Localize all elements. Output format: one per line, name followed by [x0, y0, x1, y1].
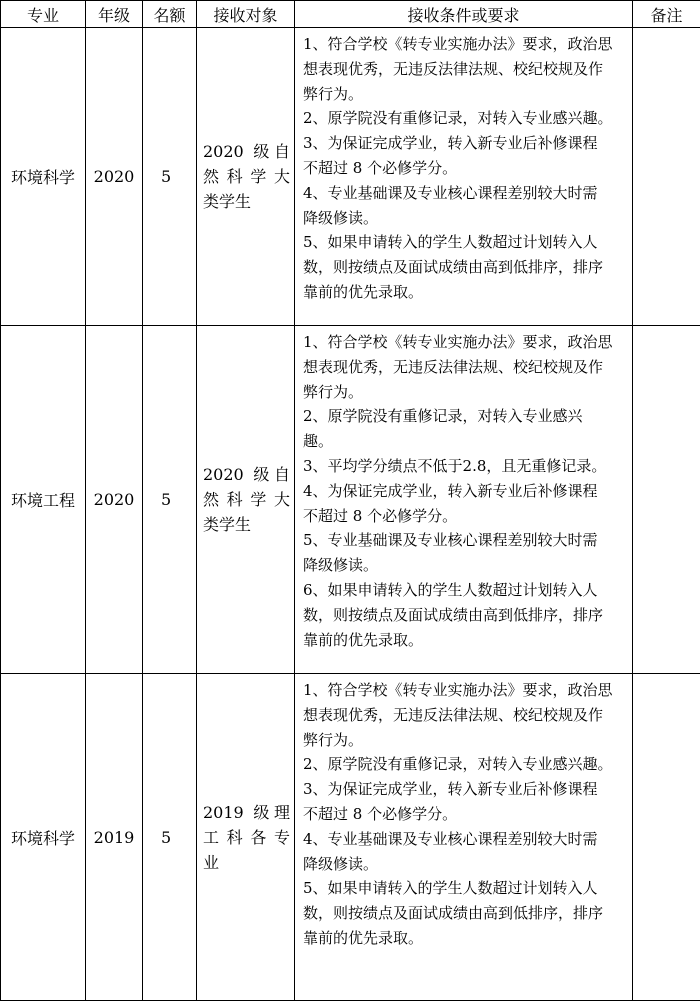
table-row [1, 326, 700, 674]
cell-requirements [295, 28, 633, 326]
requirement-line: 3、平均学分绩点不低于2.8，且无重修记录。 [303, 454, 626, 479]
requirement-line: 4、为保证完成学业，转入新专业后补修课程 [303, 479, 626, 504]
cell-grade: 2019 [86, 674, 143, 1001]
requirement-line: 数，则按绩点及面试成绩由高到低排序，排序 [303, 255, 626, 280]
cell-major: 环境工程 [1, 326, 86, 674]
requirement-line: 5、如果申请转入的学生人数超过计划转入人 [303, 230, 626, 255]
requirement-line: 4、专业基础课及专业核心课程差别较大时需 [303, 181, 626, 206]
requirement-line: 弊行为。 [303, 82, 626, 107]
requirement-line: 想表现优秀，无违反法律法规、校纪校规及作 [303, 703, 626, 728]
target-line: 业 [203, 850, 290, 875]
cell-grade: 2020 [86, 326, 143, 674]
cell-requirements [295, 326, 633, 674]
requirement-line: 靠前的优先录取。 [303, 628, 626, 653]
requirement-line: 不超过 8 个必修学分。 [303, 802, 626, 827]
table-body [1, 28, 700, 1001]
cell-note [633, 326, 700, 674]
cell-grade: 2020 [86, 28, 143, 326]
cell-requirements [295, 674, 633, 1001]
requirement-line: 想表现优秀，无违反法律法规、校纪校规及作 [303, 57, 626, 82]
requirement-line: 5、如果申请转入的学生人数超过计划转入人 [303, 876, 626, 901]
cell-major: 环境科学 [1, 674, 86, 1001]
target-line: 2019 级理 [203, 800, 290, 825]
requirement-line: 1、符合学校《转专业实施办法》要求，政治思 [303, 330, 626, 355]
requirement-line: 降级修读。 [303, 852, 626, 877]
requirement-line: 弊行为。 [303, 728, 626, 753]
cell-target [197, 28, 295, 326]
requirement-line: 2、原学院没有重修记录，对转入专业感兴趣。 [303, 752, 626, 777]
requirement-line: 数，则按绩点及面试成绩由高到低排序，排序 [303, 603, 626, 628]
header-note: 备注 [633, 1, 700, 28]
header-requirements: 接收条件或要求 [295, 1, 633, 28]
header-grade: 年级 [86, 1, 143, 28]
requirement-line: 5、专业基础课及专业核心课程差别较大时需 [303, 528, 626, 553]
cell-note [633, 28, 700, 326]
cell-target [197, 326, 295, 674]
requirement-line: 想表现优秀，无违反法律法规、校纪校规及作 [303, 355, 626, 380]
requirement-line: 4、专业基础课及专业核心课程差别较大时需 [303, 827, 626, 852]
cell-quota: 5 [143, 326, 197, 674]
cell-quota: 5 [143, 28, 197, 326]
requirement-line: 趣。 [303, 429, 626, 454]
requirement-line: 弊行为。 [303, 380, 626, 405]
requirement-line: 降级修读。 [303, 206, 626, 231]
table-row [1, 28, 700, 326]
cell-note [633, 674, 700, 1001]
requirement-line: 1、符合学校《转专业实施办法》要求，政治思 [303, 678, 626, 703]
target-line: 2020 级自 [203, 462, 290, 487]
target-line: 类学生 [203, 512, 290, 537]
target-line: 2020 级自 [203, 139, 290, 164]
target-line: 工科各专 [203, 825, 290, 850]
requirement-line: 降级修读。 [303, 553, 626, 578]
header-major: 专业 [1, 1, 86, 28]
requirement-line: 靠前的优先录取。 [303, 926, 626, 951]
requirement-line: 数，则按绩点及面试成绩由高到低排序，排序 [303, 901, 626, 926]
cell-target [197, 674, 295, 1001]
requirement-line: 2、原学院没有重修记录，对转入专业感兴 [303, 404, 626, 429]
header-quota: 名额 [143, 1, 197, 28]
target-line: 类学生 [203, 189, 290, 214]
header-row [1, 1, 700, 28]
table-row [1, 674, 700, 1001]
requirement-line: 不超过 8 个必修学分。 [303, 156, 626, 181]
requirement-line: 靠前的优先录取。 [303, 280, 626, 305]
cell-quota: 5 [143, 674, 197, 1001]
requirement-line: 1、符合学校《转专业实施办法》要求，政治思 [303, 32, 626, 57]
requirement-line: 3、为保证完成学业，转入新专业后补修课程 [303, 131, 626, 156]
requirement-line: 2、原学院没有重修记录，对转入专业感兴趣。 [303, 106, 626, 131]
requirement-line: 3、为保证完成学业，转入新专业后补修课程 [303, 777, 626, 802]
cell-major: 环境科学 [1, 28, 86, 326]
target-line: 然科学大 [203, 487, 290, 512]
requirement-line: 6、如果申请转入的学生人数超过计划转入人 [303, 578, 626, 603]
header-target: 接收对象 [197, 1, 295, 28]
requirement-line: 不超过 8 个必修学分。 [303, 504, 626, 529]
target-line: 然科学大 [203, 164, 290, 189]
